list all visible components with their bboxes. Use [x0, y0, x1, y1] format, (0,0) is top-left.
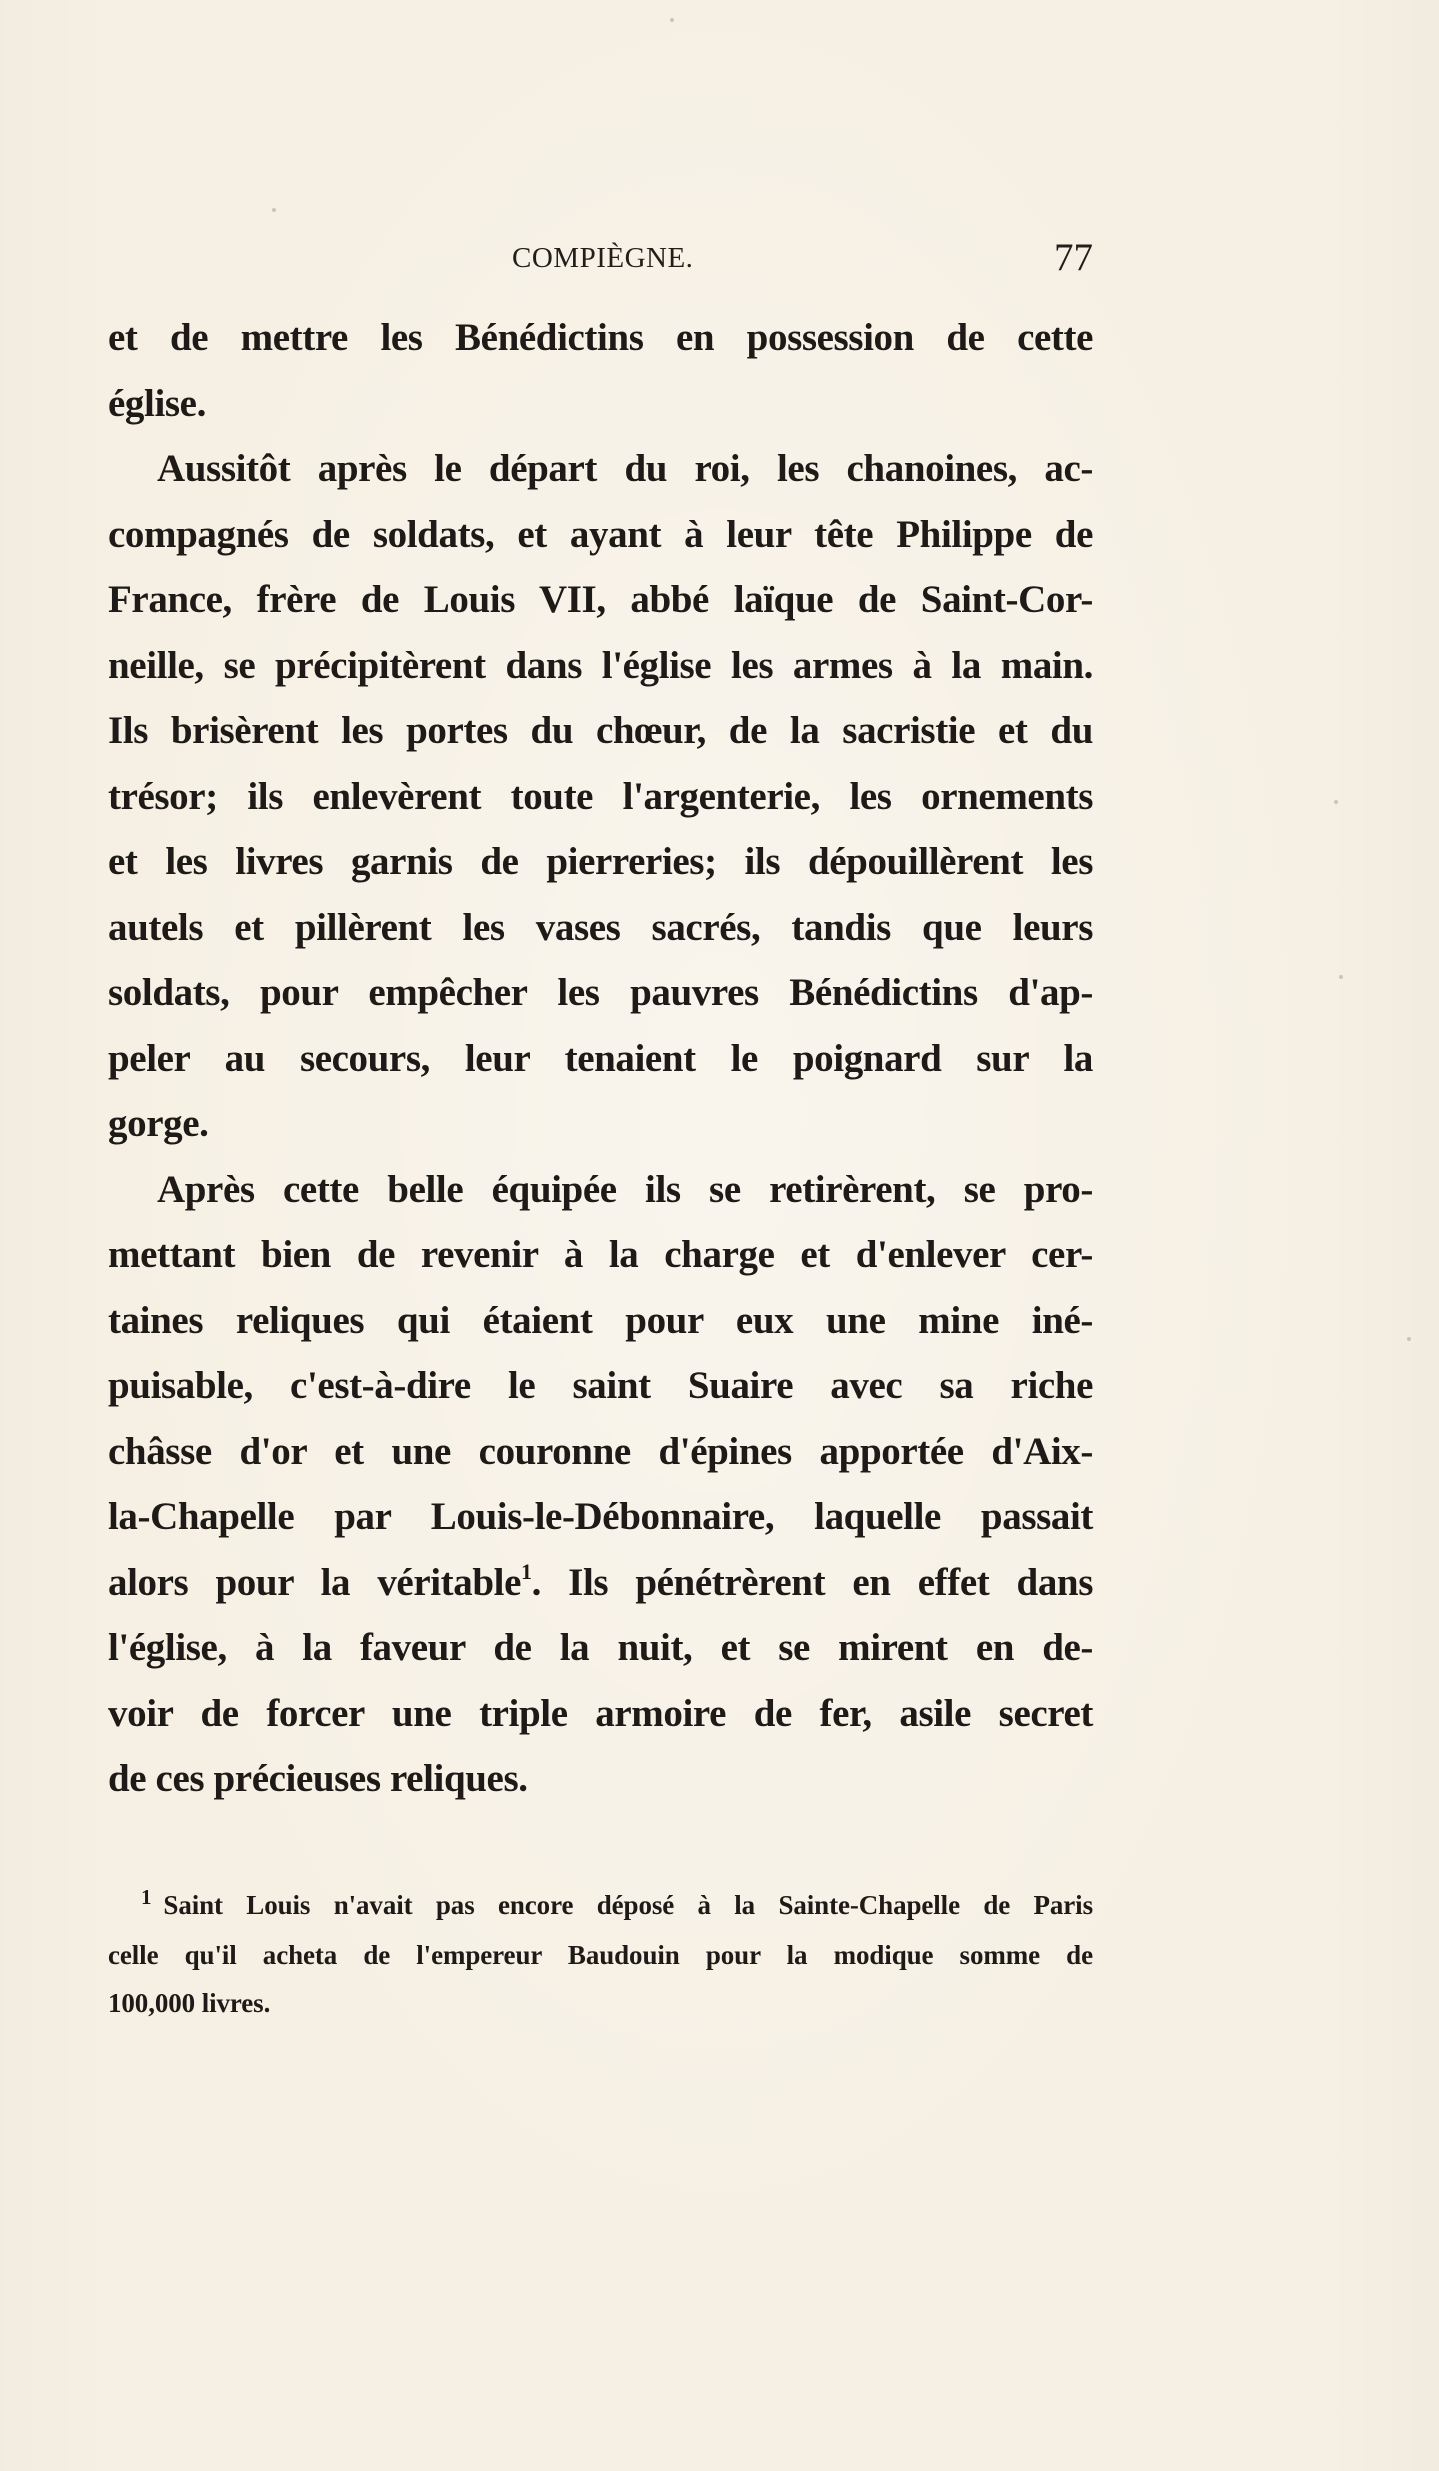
text-segment: Ils pénétrèrent en effet dans [568, 1560, 1093, 1604]
footnote-line: 100,000 livres. [108, 1988, 271, 2018]
text-line: autels et pillèrent les vases sacrés, tandis que leurs [108, 905, 1093, 949]
footnote-line [108, 1881, 1093, 1931]
paragraph-3 [108, 1157, 1093, 1812]
text-line: trésor; ils enlevèrent toute l'argenterie, les ornements [108, 774, 1093, 818]
paper-speck [1334, 800, 1338, 804]
text-line: peler au secours, leur tenaient le poignard sur la [108, 1036, 1093, 1080]
text-line: et de mettre les Bénédictins en possession de cette [108, 316, 1093, 359]
text-line: puisable, c'est-à-dire le saint Suaire avec sa riche [108, 1364, 1093, 1407]
text-line-with-footnote-ref: alors pour la véritable$^1$. Ils pénétrèrent en effet dans [108, 1558, 1093, 1604]
text-line: la-Chapelle par Louis-le-Débonnaire, laquelle passait [108, 1495, 1093, 1538]
text-line: voir de forcer une triple armoire de fer, asile secret [108, 1691, 1093, 1735]
text-line: l'église, à la faveur de la nuit, et se mirent en de- [108, 1626, 1093, 1669]
paper-speck [1407, 1337, 1411, 1341]
footnote-line: celle qu'il acheta de l'empereur Baudouin pour la modique somme de [108, 1940, 1093, 1970]
text-line: neille, se précipitèrent dans l'église les armes à la main. [108, 643, 1093, 687]
text-line: France, frère de Louis VII, abbé laïque de Saint-Cor- [108, 578, 1093, 621]
text-line: de ces précieuses reliques. [108, 1757, 528, 1800]
footnote [108, 1881, 1093, 2027]
text-line: et les livres garnis de pierreries; ils dépouillèrent les [108, 840, 1093, 883]
text-line: Ils brisèrent les portes du chœur, de la sacristie et du [108, 709, 1093, 752]
paper-speck [272, 208, 276, 212]
page-header [108, 228, 1093, 288]
text-line: compagnés de soldats, et ayant à leur tête Philippe de [108, 512, 1093, 556]
text-line: châsse d'or et une couronne d'épines apportée d'Aix- [108, 1429, 1093, 1473]
paper-speck [1339, 975, 1343, 979]
text-line: gorge. [108, 1102, 209, 1145]
footnote-text: Saint Louis n'avait pas encore déposé à la Sainte-Chapelle de Paris [163, 1890, 1093, 1920]
text-line: église. [108, 381, 206, 425]
footnote-mark: 1 [141, 1885, 152, 1909]
text-line: soldats, pour empêcher les pauvres Bénédictins d'ap- [108, 971, 1093, 1014]
running-head: COMPIÈGNE. [512, 242, 694, 274]
paragraph-1 [108, 305, 1093, 436]
footnote-reference[interactable]: 1 [521, 1558, 532, 1584]
text-line: mettant bien de revenir à la charge et d'enlever cer- [108, 1233, 1093, 1276]
text-line: taines reliques qui étaient pour eux une mine iné- [108, 1298, 1093, 1342]
text-line: Aussitôt après le départ du roi, les chanoines, ac- [157, 447, 1093, 490]
page-number: 77 [1054, 236, 1093, 279]
paragraph-2 [108, 436, 1093, 1157]
text-line: Après cette belle équipée ils se retirèrent, se pro- [157, 1167, 1093, 1211]
paper-speck [670, 18, 674, 22]
text-segment: alors pour la véritable [108, 1560, 522, 1604]
body-text [108, 305, 1093, 1812]
